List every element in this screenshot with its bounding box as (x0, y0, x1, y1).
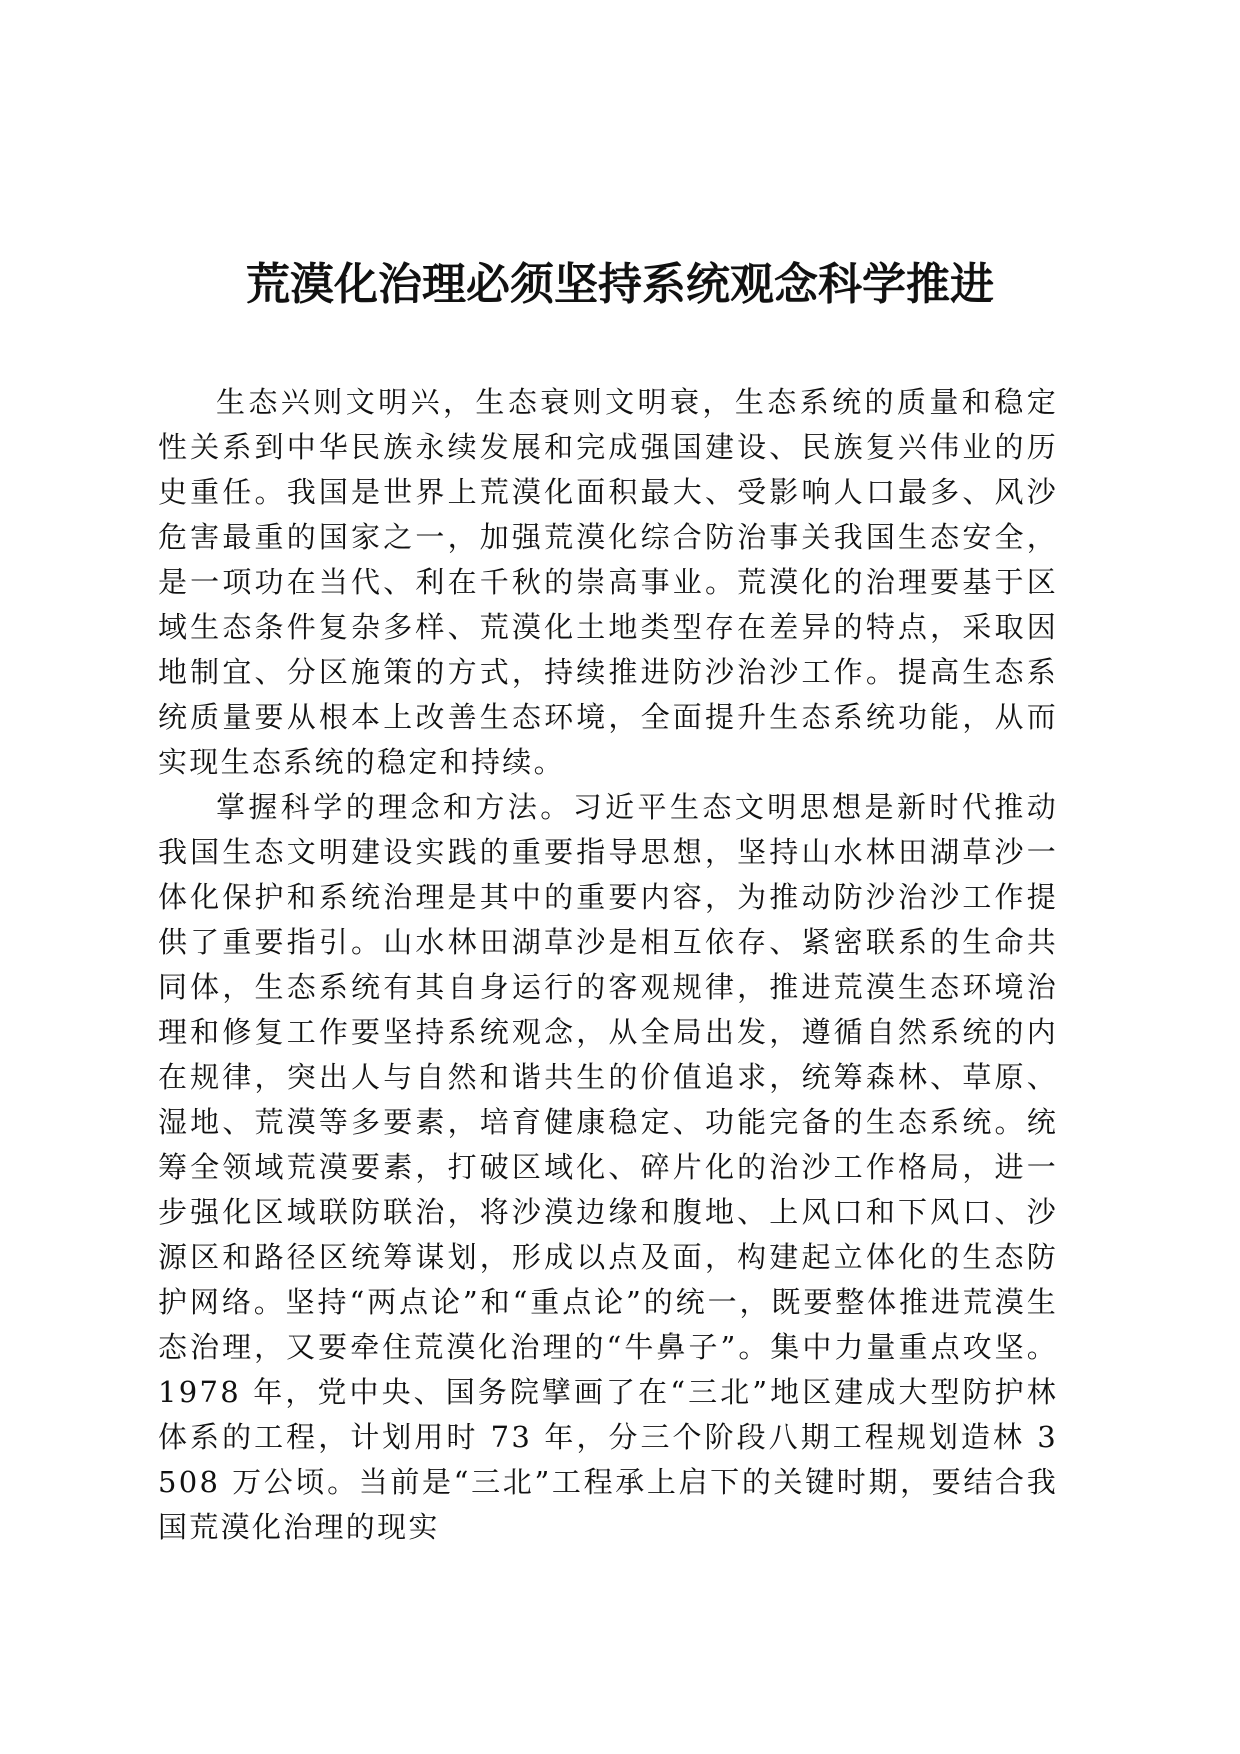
paragraph-scientific-methods: 掌握科学的理念和方法。习近平生态文明思想是新时代推动我国生态文明建设实践的重要指导思想，坚持山水林田湖草沙一体化保护和系统治理是其中的重要内容，为推动防沙治沙工作提供了重要指引。山水林田湖草沙是相互依存、紧密联系的生命共同体，生态系统有其自身运行的客观规律，推进荒漠生态环境治理和修复工作要坚持系统观念，从全局出发，遵循自然系统的内在规律，突出人与自然和谐共生的价值追求，统筹森林、草原、湿地、荒漠等多要素，培育健康稳定、功能完备的生态系统。统筹全领域荒漠要素，打破区域化、碎片化的治沙工作格局，进一步强化区域联防联治，将沙漠边缘和腹地、上风口和下风口、沙源区和路径区统筹谋划，形成以点及面，构建起立体化的生态防护网络。坚持“两点论”和“重点论”的统一，既要整体推进荒漠生态治理，又要牵住荒漠化治理的“牛鼻子”。集中力量重点攻坚。1978 年，党中央、国务院擘画了在“三北”地区建成大型防护林体系的工程，计划用时 73 年，分三个阶段八期工程规划造林 3508 万公顷。当前是“三北”工程承上启下的关键时期，要结合我国荒漠化治理的现实 (158, 790, 1058, 1544)
paragraph-intro: 生态兴则文明兴，生态衰则文明衰，生态系统的质量和稳定性关系到中华民族永续发展和完成强国建设、民族复兴伟业的历史重任。我国是世界上荒漠化面积最大、受影响人口最多、风沙危害最重的国家之一，加强荒漠化综合防治事关我国生态安全，是一项功在当代、利在千秋的崇高事业。荒漠化的治理要基于区域生态条件复杂多样、荒漠化土地类型存在差异的特点，采取因地制宜、分区施策的方式，持续推进防沙治沙工作。提高生态系统质量要从根本上改善生态环境，全面提升生态系统功能，从而实现生态系统的稳定和持续。 (158, 385, 1058, 779)
document-title: 荒漠化治理必须坚持系统观念科学推进 (246, 259, 994, 310)
document-body (158, 380, 1058, 1550)
